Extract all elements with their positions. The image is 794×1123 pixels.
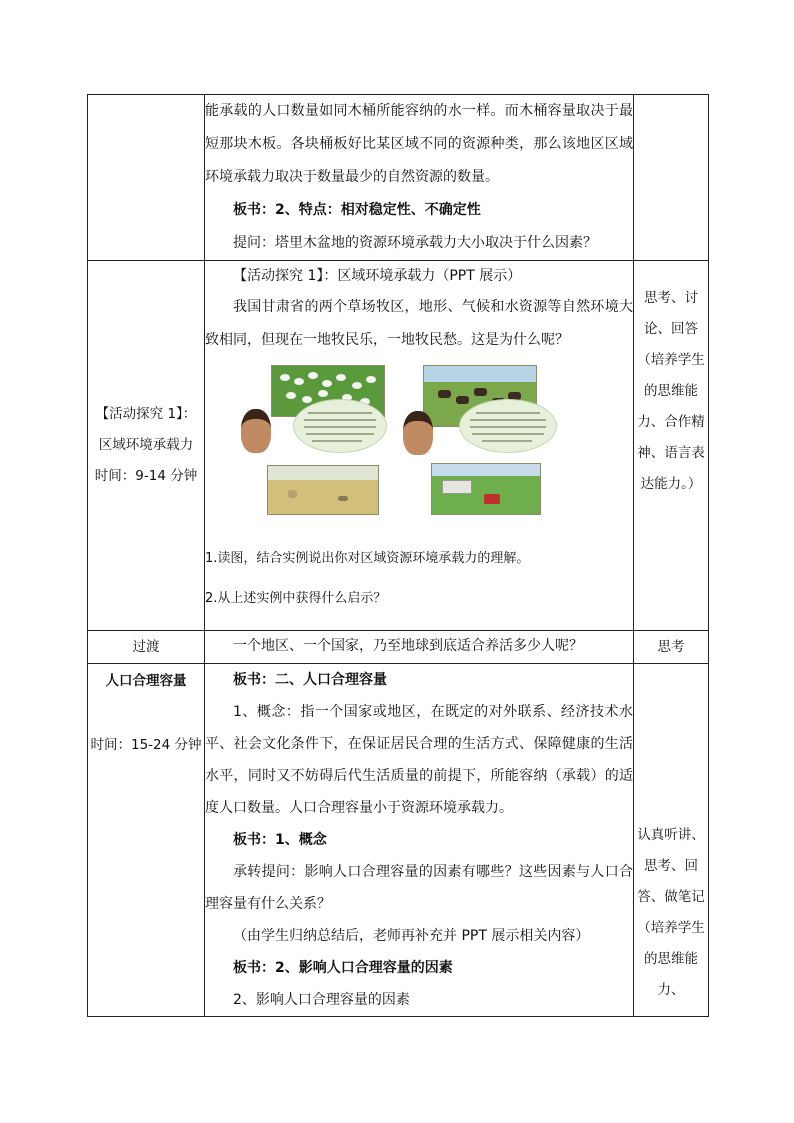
activity-time: 时间：9-14 分钟 [94,468,198,484]
table-row [88,95,709,261]
student-activity: 思考、讨论、回答（培养学生的思维能力、合作精神、语言表达能力。） [637,290,705,492]
left-cell [88,95,205,261]
right-cell [634,664,709,1017]
stage-label: 过渡 [132,638,160,655]
paragraph: 提问：塔里木盆地的资源环境承载力大小取决于什么因素？ [233,235,597,251]
content-cell [205,95,634,261]
pasture-illustration [241,365,621,525]
activity-title: 【活动探究 1】： [95,406,197,422]
right-cell [634,261,709,631]
board-note: 板书：2、影响人口合理容量的因素 [233,960,453,976]
speech-bubble [293,399,387,453]
activity-heading: 【活动探究 1】：区域环境承载力（PPT 展示） [233,268,522,284]
lesson-plan-table [87,94,709,1017]
herder-portrait [241,409,271,453]
question: 2.从上述实例中获得什么启示？ [205,591,387,606]
paragraph: 1、概念：指一个国家或地区，在既定的对外联系、经济技术水平、社会文化条件下，在保证居民合理的生活方式、保障健康的生活水平，同时又不妨碍后代生活质量的前提下，所能容纳（承载）的适度人口数量。人口合理容量小于资源环境承载力。 [205,704,633,816]
activity-topic: 区域环境承载力 [98,437,194,453]
content-cell [205,631,634,664]
paragraph: 能承载的人口数量如同木桶所能容纳的水一样。而木桶容量取决于最短那块木板。各块桶板好比某区域不同的资源种类，那么该地区区域环境承载力取决于数量最少的自然资源的数量。 [205,103,633,185]
table-row [88,261,709,631]
board-note: 板书：二、人口合理容量 [233,672,387,688]
speech-bubble [459,399,557,453]
table-row [88,664,709,1017]
paragraph: 我国甘肃省的两个草场牧区，地形、气候和水资源等自然环境大致相同，但现在一地牧民乐，一地牧民愁。这是为什么呢？ [205,299,633,348]
student-activity: 思考 [657,638,685,655]
content-cell [205,261,634,631]
paragraph: 承转提问：影响人口合理容量的因素有哪些？这些因素与人口合理容量有什么关系？ [205,864,633,912]
student-activity: 认真听讲、思考、回答、做笔记（培养学生的思维能力、 [637,827,705,998]
content-cell [205,664,634,1017]
paragraph: （由学生归纳总结后，老师再补充并 PPT 展示相关内容） [233,928,590,944]
paragraph: 一个地区、一个国家，乃至地球到底适合养活多少人呢？ [233,638,583,654]
table-row [88,631,709,664]
section-title: 人口合理容量 [105,673,187,689]
left-cell [88,261,205,631]
degraded-grassland-image [267,465,379,515]
board-note: 板书：1、概念 [233,832,327,848]
right-cell [634,95,709,261]
herder-portrait [403,411,433,455]
board-note: 板书：2、特点：相对稳定性、不确定性 [233,202,481,218]
developed-pasture-image [431,463,541,515]
left-cell [88,664,205,1017]
question: 1.读图，结合实例说出你对区域资源环境承载力的理解。 [205,551,530,566]
paragraph: 2、影响人口合理容量的因素 [233,992,410,1008]
left-cell [88,631,205,664]
right-cell [634,631,709,664]
section-time: 时间：15-24 分钟 [90,737,202,753]
